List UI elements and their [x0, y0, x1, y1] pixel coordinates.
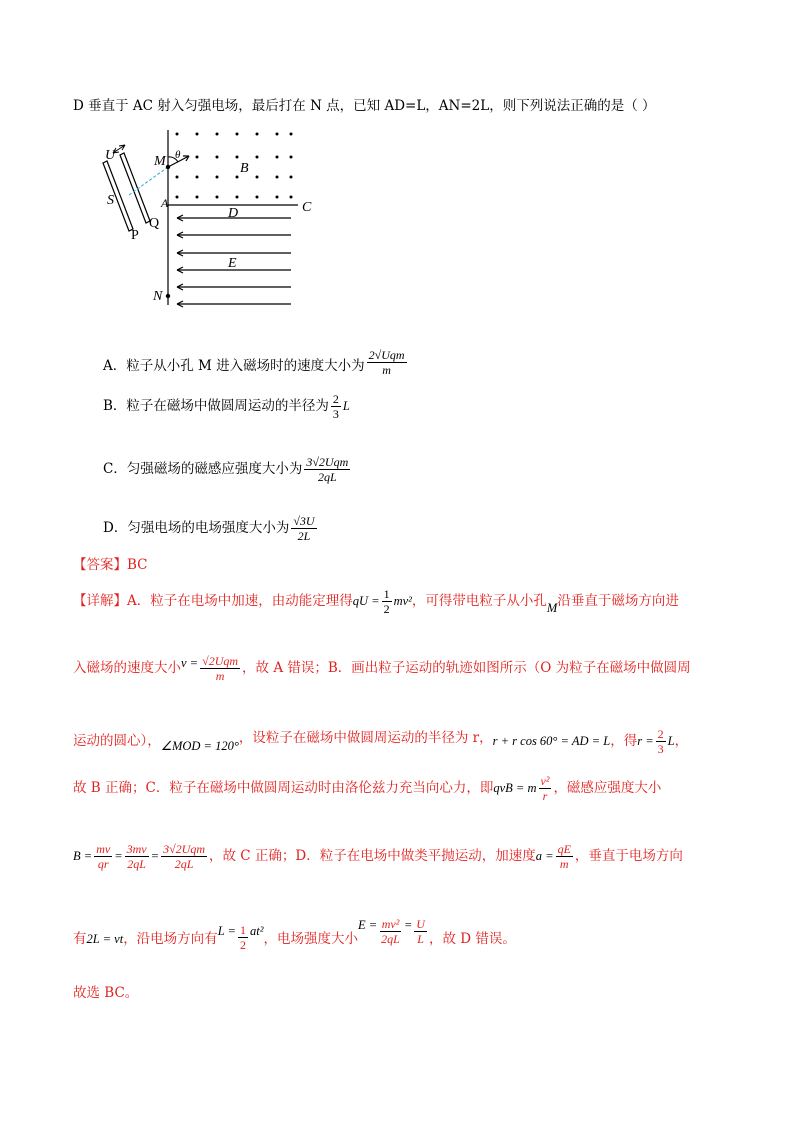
option-b-text: B．粒子在磁场中做圆周运动的半径为 [103, 398, 329, 414]
question-stem: D 垂直于 AC 射入匀强电场，最后打在 N 点，已知 AD=L，AN=2L，则下列说法正确的是（ ） [73, 98, 656, 114]
label-B: B [240, 161, 249, 176]
label-E: E [228, 256, 237, 271]
explanation-label: 【详解】 [73, 593, 127, 609]
answer-value: BC [127, 557, 148, 573]
label-P: P [131, 228, 139, 243]
label-Q: Q [149, 216, 160, 231]
accelerating-plates [103, 153, 150, 231]
label-D: D [228, 206, 239, 221]
explanation-line-1: 【详解】 A．粒子在电场中加速，由动能定理得 qU = $\frac{1}{2}$ mv² ，可得带电粒子从小孔 M 沿垂直于磁场方向进 [73, 586, 679, 616]
option-d-fraction: $\frac{√3U}{2L}$ [293, 513, 315, 543]
explanation-line-5: B = $\frac{mv}{qr}$ = $\frac{3mv}{2qL}$ = $\frac{\text{3√2Uqm}}{2qL}$ ，故 C 正确；D．粒子在电场中做类平抛运动，加速度 a = $\frac{qE}{m}$ ，垂直于电场方向 [73, 841, 683, 871]
option-a-text: A．粒子从小孔 M 进入磁场时的速度大小为 [103, 358, 365, 374]
label-theta: θ [175, 149, 181, 161]
answer-label: 【答案】 [73, 557, 127, 573]
answer-line [73, 556, 148, 574]
label-M: M [154, 154, 166, 169]
option-c[interactable] [103, 440, 352, 484]
option-b[interactable]: B．粒子在磁场中做圆周运动的半径为 $\frac{2}{3}$ L [103, 391, 350, 421]
physics-diagram [95, 125, 330, 320]
label-N: N [153, 289, 163, 304]
label-S: S [107, 193, 114, 208]
label-A: A [161, 196, 169, 210]
option-c-text: C．匀强磁场的磁感应强度大小为 [103, 461, 303, 477]
explanation-line-4: 故 B 正确；C．粒子在磁场中做圆周运动时由洛伦兹力充当向心力，即 qvB = m $\frac{\text{v²}}{r}$ ，磁感应强度大小 [73, 773, 662, 803]
explanation-line-3: 运动的圆心）， ∠MOD = 120° ，设粒子在磁场中做圆周运动的半径为 r， r + r cos 60° = AD = L ，得 r = $\frac{2}{3}$ L ， [73, 726, 689, 756]
label-U: U [105, 148, 116, 163]
explanation-line-2: 入磁场的速度大小 v = $\frac{\text{√2Uqm}}{m}$ ，故 A 错误；B．画出粒子运动的轨迹如图所示（O 为粒子在磁场中做圆周 [73, 653, 691, 683]
option-a-fraction: $\frac{\text{2√Uqm}}{m}$ [368, 348, 405, 377]
magnetic-field-dots [176, 133, 293, 199]
option-d[interactable] [103, 508, 319, 548]
conclusion: 故选 BC。 [73, 985, 139, 1001]
option-b-fraction: $\frac{2}{3}$ [332, 391, 339, 421]
explanation-line-6: 有 2L = vt ，沿电场方向有 L = $\frac{1}{2}$ at² ，电场强度大小 E = $\frac{\text{mv²}}{2qL}$ = $\frac{U}{L}$ ，故 D 错误。 [73, 917, 516, 952]
option-d-text: D．匀强电场的电场强度大小为 [103, 520, 290, 536]
option-c-fraction: $\frac{\text{3√2Uqm}}{2qL}$ [306, 455, 349, 484]
label-C: C [302, 200, 312, 215]
option-a[interactable] [103, 325, 409, 375]
